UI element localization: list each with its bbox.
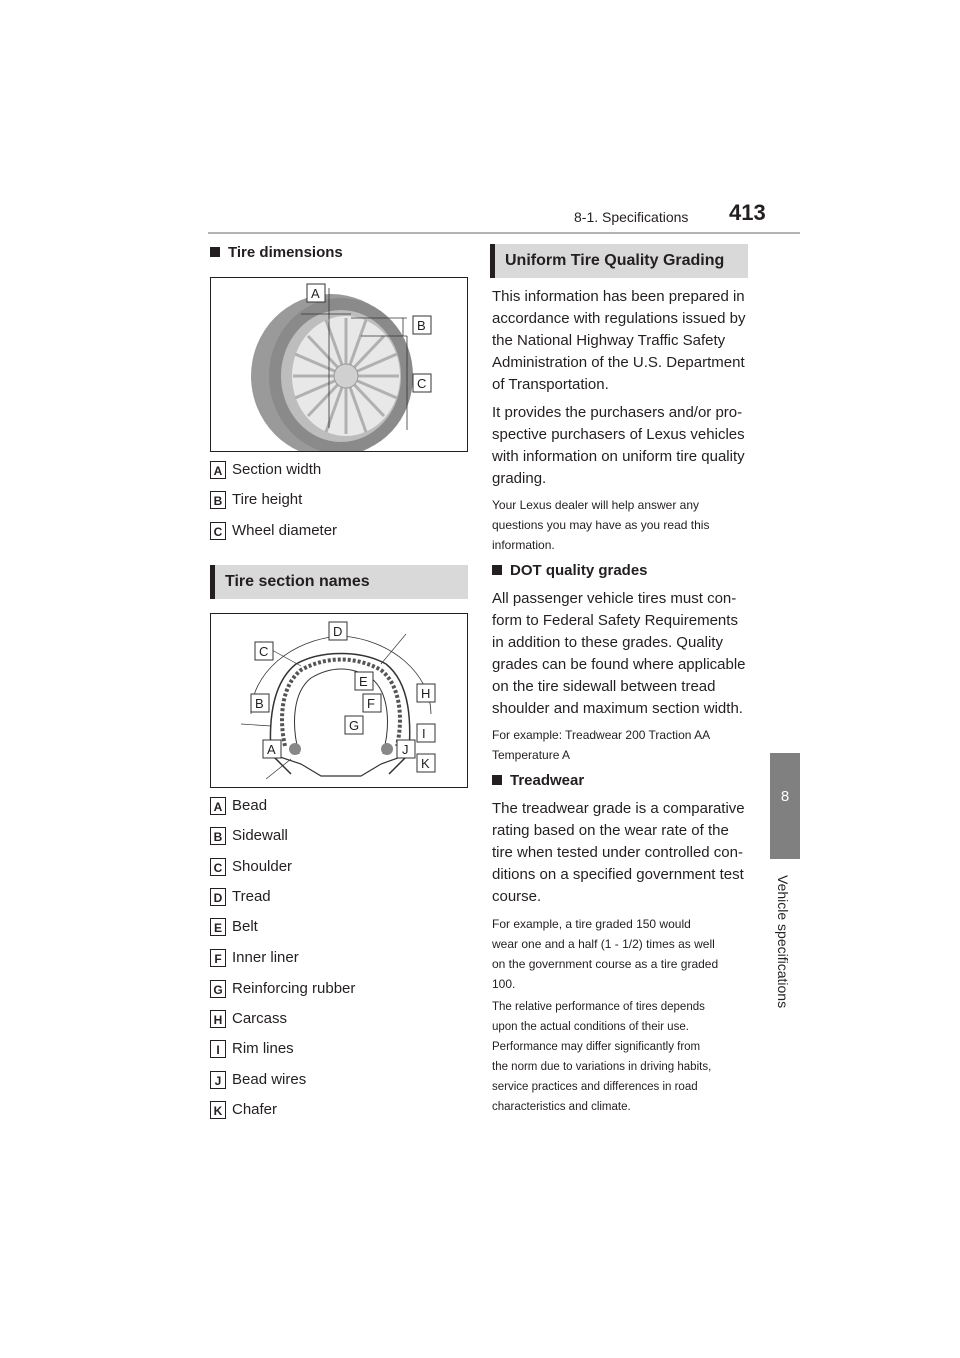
treadwear-note: The relative performance of tires depends upon the actual conditions of their use. Performance may differ significantly from the norm due to variations in driving habits, service practices and differences in road characteristics and climate. — [492, 1001, 712, 1113]
tire-sec-label-d: D — [333, 624, 343, 639]
tire-section-diagram — [210, 613, 468, 788]
tire-sec-label-k: K — [421, 756, 430, 771]
tire-dimensions-heading: Tire dimensions — [210, 244, 343, 261]
tire-dim-legend-b: B Tire height — [210, 491, 302, 511]
tire-sec-legend-d: D Tread — [210, 888, 271, 908]
treadwear-example: For example, a tire graded 150 would wear one and a half (1 - 1/2) times as well on the government course as a tire graded 100. — [492, 917, 719, 991]
tire-sec-label-c: C — [259, 644, 269, 659]
tire-sec-legend-g: G Reinforcing rubber — [210, 980, 355, 1000]
utqg-paragraph-1: This information has been prepared in accordance with regulations issued by the National Highway Traffic Safety Administration of the U.S. Department of Transportation. — [492, 288, 746, 393]
tire-sec-label-b: B — [255, 696, 264, 711]
tire-dim-label-a: A — [311, 286, 320, 301]
tire-sec-label-h: H — [421, 686, 431, 701]
tire-sec-legend-c: C Shoulder — [210, 858, 292, 878]
tire-sec-legend-i: I Rim lines — [210, 1040, 294, 1060]
header-section-title: 8-1. Specifications — [574, 209, 689, 225]
utqg-paragraph-2: It provides the purchasers and/or pro- spective purchasers of Lexus vehicles with information on uniform tire quality grading. — [492, 404, 745, 487]
tire-dim-label-c: C — [417, 376, 427, 391]
tire-section-names-heading: Tire section names — [210, 565, 468, 599]
tire-sec-legend-h: H Carcass — [210, 1010, 287, 1030]
tire-dim-label-b: B — [417, 318, 426, 333]
chapter-tab — [770, 753, 800, 859]
square-bullet-icon — [492, 775, 502, 785]
tire-sec-legend-f: F Inner liner — [210, 949, 299, 969]
tire-dim-legend-a: A Section width — [210, 461, 321, 481]
tire-sec-legend-j: J Bead wires — [210, 1071, 306, 1091]
dot-heading: DOT quality grades — [492, 562, 648, 579]
tire-sec-label-i: I — [422, 726, 426, 741]
tire-section-illustration — [211, 614, 467, 787]
chapter-side-title: Vehicle specifications — [775, 875, 791, 1009]
tire-sec-legend-b: B Sidewall — [210, 827, 288, 847]
utqg-dealer-note: Your Lexus dealer will help answer any questions you may have as you read this information. — [492, 498, 710, 552]
tire-sec-label-g: G — [349, 718, 360, 733]
dot-body: All passenger vehicle tires must con- form to Federal Safety Requirements in addition to these grades. Quality grades can be found where applicable on the tire sidewall between tread shoulder and maximum section width. — [492, 590, 746, 717]
tire-dimensions-diagram — [210, 277, 468, 452]
tire-sec-label-j: J — [402, 742, 409, 757]
page-number: 413 — [729, 200, 766, 225]
tire-sec-label-f: F — [367, 696, 375, 711]
header-divider — [208, 232, 800, 234]
tire-sec-label-a: A — [267, 742, 276, 757]
treadwear-body: The treadwear grade is a comparative rating based on the wear rate of the tire when tested under controlled con- ditions on a specified government test course. — [492, 800, 745, 905]
tire-sec-legend-k: K Chafer — [210, 1101, 277, 1121]
tire-dimensions-illustration — [211, 278, 467, 451]
square-bullet-icon — [210, 247, 220, 257]
tire-sec-legend-a: A Bead — [210, 797, 267, 817]
chapter-tab-number: 8 — [780, 788, 790, 805]
treadwear-heading: Treadwear — [492, 772, 584, 789]
dot-example: For example: Treadwear 200 Traction AA Temperature A — [492, 728, 711, 762]
utqg-heading: Uniform Tire Quality Grading — [490, 244, 748, 278]
tire-sec-legend-e: E Belt — [210, 918, 258, 938]
tire-sec-label-e: E — [359, 674, 368, 689]
square-bullet-icon — [492, 565, 502, 575]
tire-dim-legend-c: C Wheel diameter — [210, 522, 337, 542]
